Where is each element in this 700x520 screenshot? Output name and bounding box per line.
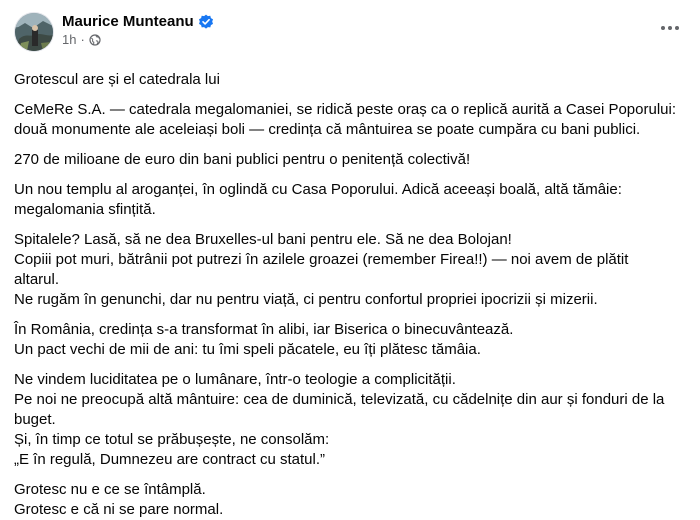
post-text bbox=[14, 70, 684, 520]
globe-icon[interactable] bbox=[89, 34, 101, 46]
post-text-line: Un nou templu al aroganței, în oglindă cu Casa Poporului. Adică aceeași boală, altă tămâie: bbox=[14, 181, 622, 198]
post-text-line: Spitalele? Lasă, să ne dea Bruxelles-ul bani pentru ele. Să ne dea Bolojan! bbox=[14, 231, 512, 248]
author-row bbox=[62, 13, 214, 30]
post-text-line: În România, credința s-a transformat în alibi, iar Biserica o binecuvântează. bbox=[14, 321, 514, 338]
post-text-line: CeMeRe S.A. — catedrala megalomaniei, se ridică peste oraș ca o replică aurită a Casei Poporului: bbox=[14, 101, 676, 118]
post-text-line: Ne rugăm în genunchi, dar nu pentru viață, ci pentru confortul propriei ipocrizii și mizerii. bbox=[14, 291, 598, 308]
post-text-line: 270 de milioane de euro din bani publici pentru o penitență colectivă! bbox=[14, 151, 471, 168]
post-text-line: Ne vindem luciditatea pe o lumânare, într-o teologie a complicității. bbox=[14, 371, 456, 388]
post-paragraph bbox=[14, 230, 684, 310]
post-text-line: Grotesc e că ni se pare normal. bbox=[14, 501, 224, 518]
post-text-line: Și, în timp ce totul se prăbușește, ne consolăm: bbox=[14, 431, 330, 448]
post-time[interactable]: 1h bbox=[62, 32, 77, 47]
post-text-line: Grotesc nu e ce se întâmplă. bbox=[14, 481, 206, 498]
post-paragraph bbox=[14, 370, 684, 470]
post-text-line: „E în regulă, Dumnezeu are contract cu statul.” bbox=[14, 451, 325, 468]
post-paragraph bbox=[14, 480, 684, 520]
avatar[interactable] bbox=[14, 12, 54, 52]
post-text-line: Un pact vechi de mii de ani: tu îmi speli păcatele, eu îți plătesc tămâia. bbox=[14, 341, 481, 358]
post-subline bbox=[62, 32, 214, 47]
separator-dot: · bbox=[80, 32, 85, 47]
post-paragraph bbox=[14, 150, 684, 170]
avatar-image bbox=[15, 13, 54, 52]
post-text-line: buget. bbox=[14, 411, 56, 428]
post-paragraph bbox=[14, 70, 684, 90]
post-header bbox=[14, 10, 684, 56]
post-text-line: Copiii pot muri, bătrânii pot putrezi în azilele groazei (remember Firea!!) — noi avem de plătit bbox=[14, 251, 629, 268]
post-paragraph bbox=[14, 320, 684, 360]
author-name[interactable]: Maurice Munteanu bbox=[62, 13, 194, 30]
post-text-line: altarul. bbox=[14, 271, 60, 288]
post-text-line: megalomania sfințită. bbox=[14, 201, 156, 218]
post-text-line: două monumente ale aceleiași boli — credința că mântuirea se poate cumpăra cu bani publici. bbox=[14, 121, 641, 138]
post-meta bbox=[62, 13, 214, 47]
post-text-line: Grotescul are și el catedrala lui bbox=[14, 71, 220, 88]
post-text-line: Pe noi ne preocupă altă mântuire: cea de duminică, televizată, cu cădelnițe din aur și fonduri de la bbox=[14, 391, 665, 408]
post-paragraph bbox=[14, 180, 684, 220]
post-paragraph bbox=[14, 100, 684, 140]
more-options-icon[interactable] bbox=[656, 14, 684, 42]
verified-badge-icon bbox=[198, 14, 214, 30]
